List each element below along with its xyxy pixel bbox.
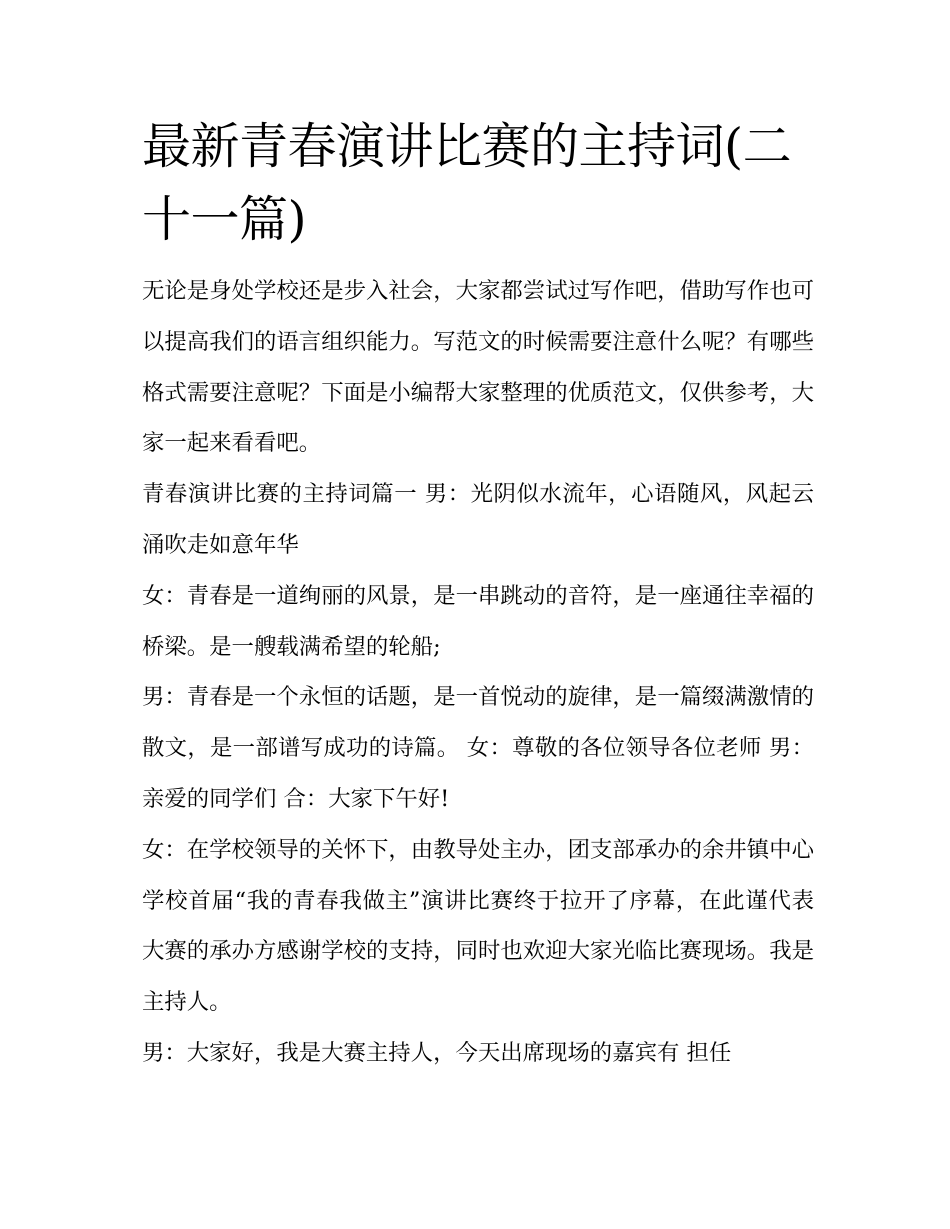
dialogue-paragraph: 女：在学校领导的关怀下，由教导处主办，团支部承办的余井镇中心学校首届“我的青春我做主”演讲比赛终于拉开了序幕，在此谨代表大赛的承办方感谢学校的支持，同时也欢迎大家光临比赛现场。我是主持人。: [142, 836, 814, 1016]
section-heading-paragraph: 青春演讲比赛的主持词篇一 男：光阴似水流年，心语随风，风起云涌吹走如意年华: [142, 481, 814, 558]
dialogue-paragraph: 男：大家好，我是大赛主持人，今天出席现场的嘉宾有 担任: [142, 1039, 732, 1066]
intro-paragraph: 无论是身处学校还是步入社会，大家都尝试过写作吧，借助写作也可以提高我们的语言组织能力。写范文的时候需要注意什么呢？有哪些格式需要注意呢？下面是小编帮大家整理的优质范文，仅供参考，大家一起来看看吧。: [142, 278, 814, 457]
document-title: 最新青春演讲比赛的主持词(二十一篇): [142, 118, 792, 248]
dialogue-paragraph: 男：青春是一个永恒的话题，是一首悦动的旋律，是一篇缀满激情的散文，是一部谱写成功的诗篇。 女：尊敬的各位领导各位老师 男：亲爱的同学们 合：大家下午好!: [142, 684, 814, 812]
document-page: [142, 110, 814, 1079]
dialogue-paragraph: 女：青春是一道绚丽的风景，是一串跳动的音符，是一座通往幸福的桥梁。是一艘载满希望的轮船;: [142, 582, 814, 660]
